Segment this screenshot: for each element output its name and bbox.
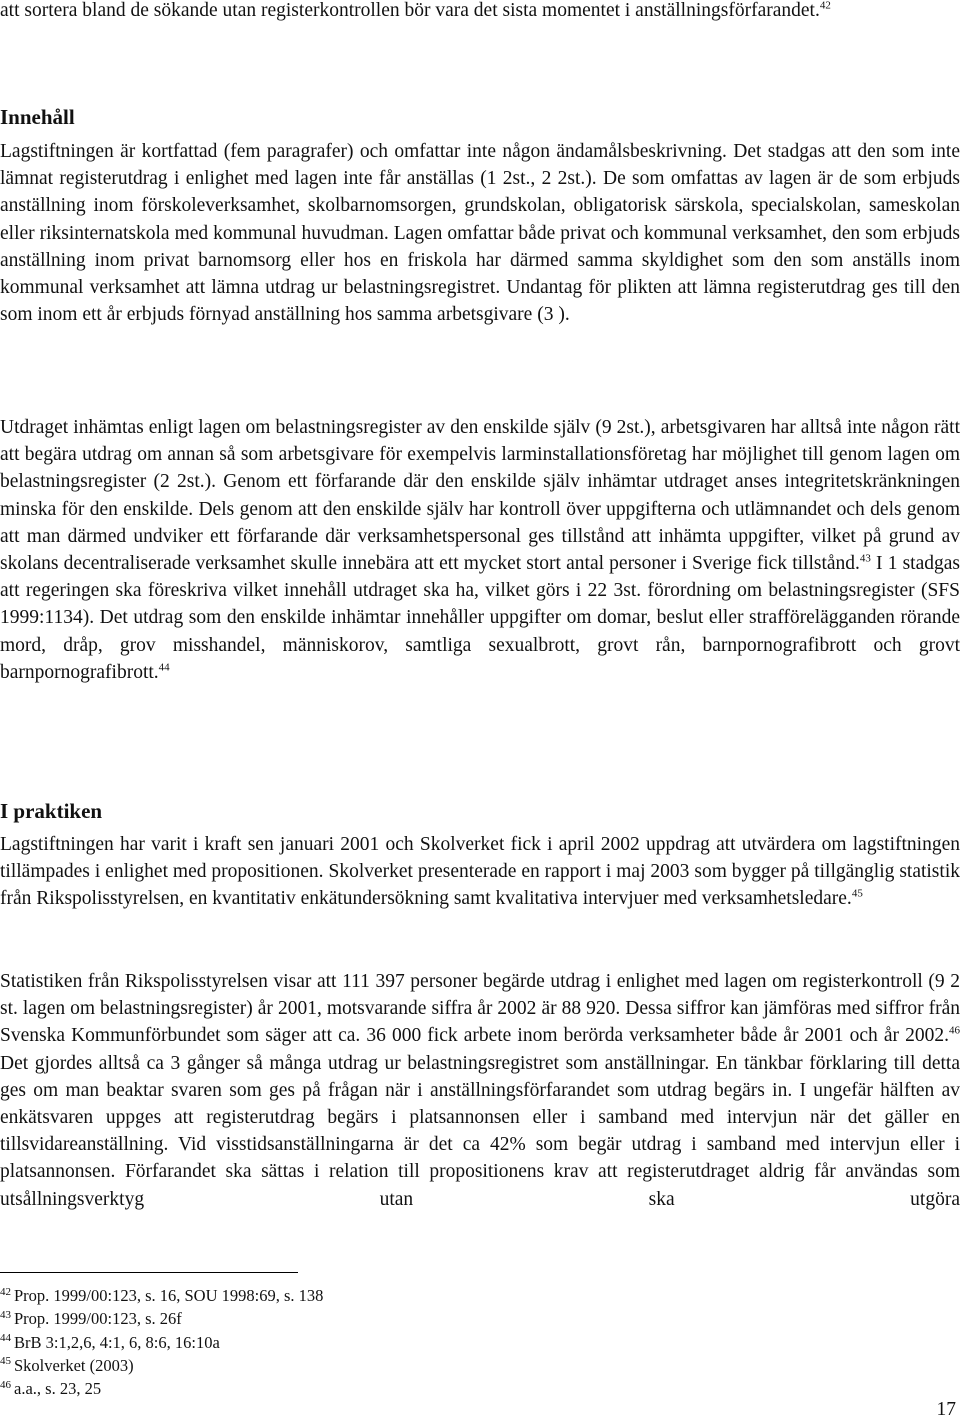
footnote-separator [0,1272,298,1273]
page-number: 17 [936,1399,956,1420]
heading-innehall: Innehåll [0,105,75,129]
footnote-43: $^{43}$ Prop. 1999/00:123, s. 26f [0,1308,182,1329]
footnote-46: $^{46}$ a.a., s. 23, 25 [0,1378,102,1399]
paragraph-praktiken-2: Statistiken från Rikspolisstyrelsen visar att 111 397 personer begärde utdrag i enlighet med lagen om registerkontroll (9 2 st. lagen om belastningsregister) år 2001, motsvarande siffra år 2002 är 88 920. Dessa siffror kan jämföras med siffror från Svenska Kommunförbundet som säger att ca. 36 000 fick arbete inom berörda verksamheter både år 2001 och år 2002.46 Det gjordes alltså ca 3 gånger så många utdrag ur belastningsregistret som anställningar. En tänkbar förklaring till detta ges om man beaktar svaren som ges på frågan när i anställningsförfarandet som utdrag begärs in. I ungefär hälften av enkätsvaren uppges att registerutdrag begärs i platsannonsen eller i samband med intervjun när det gäller en tillsvidareanställning. Vid visstidsanställningarna är det ca 42% som begär utdrag i samband med intervjun eller i platsannonsen. Förfarandet ska sättas i relation till propositionens krav att registerutdraget aldrig får användas som utsållningsverktyg utan ska utgöra [0,971,960,1210]
footnote-ref-43[interactable]: 43 [859,552,871,565]
footnote-ref-45[interactable]: 45 [851,887,863,900]
footnote-list [0,1284,323,1400]
footnote-45: $^{45}$ Skolverket (2003) [0,1355,134,1375]
footnote-ref-44[interactable]: 44 [158,661,170,674]
paragraph-innehall-1: Lagstiftningen är kortfattad (fem paragrafer) och omfattar inte någon ändamålsbeskrivning. Det stadgas att den som inte lämnat registerutdrag i enlighet med lagen inte får anställas (1 2st., 2 2st.). De som omfattas av lagen är de som erbjuds anställning inom förskoleverksamhet, skolbarnomsorgen, grundskolan, obligatorisk särskola, specialskolan, sameskolan eller riksinternatskola med kommunal huvudman. Lagen omfattar både privat och kommunal verksamhet, den som erbjuds anställning inom privat barnomsorg eller hos en friskola har därmed samma skyldighet som den som anställs inom kommunal verksamhet att lämna utdrag ur belastningsregistret. Undantag för plikten att lämna registerutdrag ges till den som inom ett år erbjuds förnyad anställning hos samma arbetsgivare (3 ). [0,141,960,326]
heading-i-praktiken: I praktiken [0,799,103,823]
footnote-44: $^{44}$ BrB 3:1,2,6, 4:1, 6, 8:6, 16:10a [0,1332,220,1352]
paragraph-praktiken-1: Lagstiftningen har varit i kraft sen januari 2001 och Skolverket fick i april 2002 uppdrag att utvärdera om lagstiftningen tillämpades i enlighet med propositionen. Skolverket presenterade en rapport i maj 2003 som bygger på tillgänglig statistik från Rikspolisstyrelsen, en kvantitativ enkätundersökning samt kvalitativa intervjuer med verksamhetsledare.$^{45}$ [0,834,960,910]
footnote-ref-46[interactable]: 46 [949,1024,960,1037]
paragraph-innehall-2: Utdraget inhämtas enligt lagen om belastningsregister av den enskilde själv (9 2st.), arbetsgivaren har alltså inte någon rätt att begära utdrag om annan så som arbetsgivare för exempelvis larminstallationsföretag har möjlighet till genom lagen om belastningsregister (2 2st.). Genom ett förfarande där den enskilde själv inhämtar utdraget anses integritetskränkningen minska för den enskilde. Dels genom att den enskilde själv har kontroll över uppgifterna och utlämnandet och dels genom att man därmed undviker ett förfarande där verksamhetspersonal ges tillstånd att inhämta uppgifter, vilket på grund av skolans decentraliserade verksamhet skulle innebära att ett mycket stort antal personer i Sverige fick tillstånd.$^{43}$ I 1 stadgas att regeringen ska föreskriva vilket innehåll utdraget ska ha, vilket görs i 22 3st. förordning om belastningsregister (SFS 1999:1134). Det utdrag som den enskilde inhämtar innehåller uppgifter om domar, beslut eller strafförelägganden rörande mord, dråp, grov misshandel, människorov, samtliga sexualbrott, grovt rån, barnpornografibrott och grovt barnpornografibrott.$^{44}$ [0,417,960,683]
footnote-42: $^{42}$ Prop. 1999/00:123, s. 16, SOU 1998:69, s. 138 [0,1285,324,1305]
footnote-ref-42[interactable]: 42 [819,0,831,12]
paragraph-intro: att sortera bland de sökande utan registerkontrollen bör vara det sista momentet i anställningsförfarandet.$^{42}$ [0,0,831,21]
